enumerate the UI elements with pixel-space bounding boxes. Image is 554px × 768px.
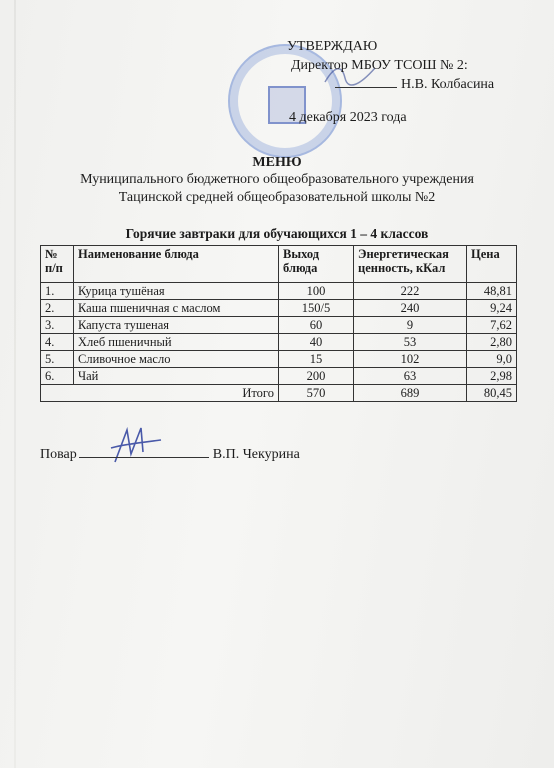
table-row [41, 351, 517, 368]
director-name-line [335, 74, 494, 94]
row-dish: Каша пшеничная с маслом [74, 300, 279, 317]
row-energy: 222 [354, 283, 467, 300]
approval-block [287, 37, 495, 125]
row-price: 9,24 [467, 300, 517, 317]
row-output: 60 [279, 317, 354, 334]
menu-subtitle: Горячие завтраки для обучающихся 1 – 4 классов [125, 226, 429, 241]
table-row [41, 334, 517, 351]
row-num: 6. [41, 368, 74, 385]
header-energy: Энергетическая ценность, кКал [354, 246, 467, 283]
row-dish: Капуста тушеная [74, 317, 279, 334]
total-energy: 689 [354, 385, 467, 402]
row-num: 4. [41, 334, 74, 351]
row-price: 9,0 [467, 351, 517, 368]
page-fold-shadow [14, 0, 16, 768]
row-output: 200 [279, 368, 354, 385]
org-line-1: Муниципального бюджетного общеобразовательного учреждения [80, 172, 474, 187]
row-num: 1. [41, 283, 74, 300]
table-row [41, 283, 517, 300]
table-total-row [41, 385, 517, 402]
total-output: 570 [279, 385, 354, 402]
row-energy: 240 [354, 300, 467, 317]
row-dish: Чай [74, 368, 279, 385]
approval-date: 4 декабря 2023 года [289, 110, 407, 125]
header-name: Наименование блюда [74, 246, 279, 283]
row-output: 40 [279, 334, 354, 351]
org-line-2: Тацинской средней общеобразовательной школы №2 [118, 190, 436, 205]
menu-table [40, 245, 517, 402]
row-price: 7,62 [467, 317, 517, 334]
table-header-row [41, 246, 517, 283]
row-output: 150/5 [279, 300, 354, 317]
total-price: 80,45 [467, 385, 517, 402]
row-output: 15 [279, 351, 354, 368]
page-title: МЕНЮ [252, 155, 302, 170]
row-output: 100 [279, 283, 354, 300]
header-num: № п/п [41, 246, 74, 283]
row-dish: Сливочное масло [74, 351, 279, 368]
director-name: Н.В. Колбасина [401, 77, 495, 92]
signature-blank [335, 74, 397, 88]
table-row [41, 300, 517, 317]
row-energy: 53 [354, 334, 467, 351]
header-output: Выход блюда [279, 246, 354, 283]
table-row [41, 368, 517, 385]
table-row [41, 317, 517, 334]
cook-label: Повар [40, 447, 77, 462]
row-dish: Хлеб пшеничный [74, 334, 279, 351]
row-energy: 102 [354, 351, 467, 368]
cook-signature-line [40, 445, 300, 463]
cook-name: В.П. Чекурина [212, 447, 300, 462]
approve-heading: УТВЕРЖДАЮ [287, 39, 378, 54]
cook-signature-blank [79, 445, 209, 458]
row-price: 48,81 [467, 283, 517, 300]
row-energy: 63 [354, 368, 467, 385]
row-price: 2,80 [467, 334, 517, 351]
total-label: Итого [41, 385, 279, 402]
row-num: 5. [41, 351, 74, 368]
row-num: 2. [41, 300, 74, 317]
row-price: 2,98 [467, 368, 517, 385]
header-price: Цена [467, 246, 517, 283]
row-dish: Курица тушёная [74, 283, 279, 300]
row-energy: 9 [354, 317, 467, 334]
row-num: 3. [41, 317, 74, 334]
director-line: Директор МБОУ ТСОШ № 2: [291, 58, 468, 73]
